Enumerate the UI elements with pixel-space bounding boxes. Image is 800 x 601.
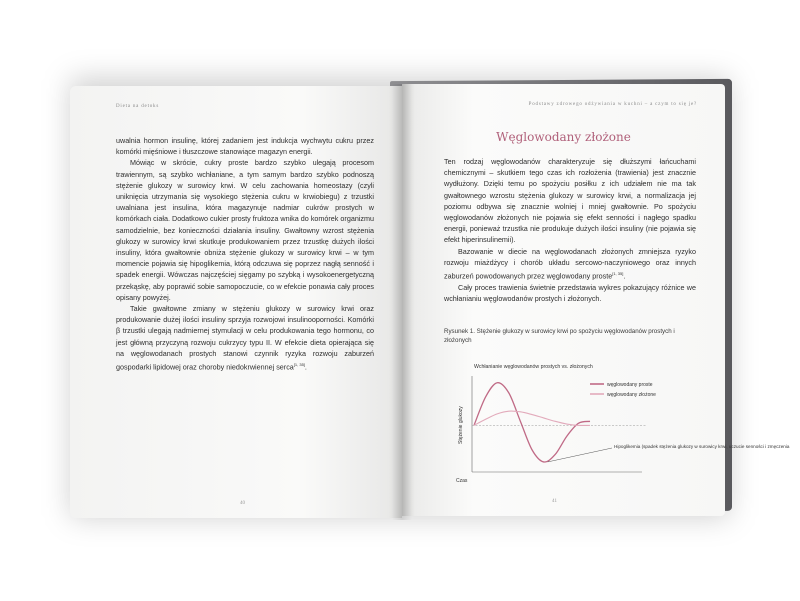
chart-title: Wchłanianie węglowodanów prostych vs. złożonych xyxy=(474,364,593,370)
legend-label-simple: węglowodany proste xyxy=(607,382,653,388)
legend xyxy=(590,382,656,398)
series-line-1 xyxy=(474,411,590,425)
left-paragraph-1: uwalnia hormon insulinę, której zadaniem jest indukcja wychwytu cukru przez komórki mięśniowe i tłuszczowe stanowiące magazyn energii. xyxy=(116,136,374,157)
left-paragraph-3: Takie gwałtowne zmiany w stężeniu glukozy w surowicy krwi oraz produkowanie dużej ilości insuliny sprzyja rozwojowi insulinooporności. Komórki β trzustki ulegają nadmiernej stymulacji w celu produkowania tego hormonu, co jest główną przyczyną rozwoju cukrzycy typu II. W efekcie dieta opierająca się na węglowodanach prostych stanowi czynnik ryzyka rozwoju zaburzeń gospodarki lipidowej oraz choroby niedokrwiennej serca[1, 35]. xyxy=(116,304,374,372)
right-page xyxy=(402,84,790,516)
series-layer xyxy=(474,383,590,462)
right-paragraph-1: Ten rodzaj węglowodanów charakteryzuje się dłuższymi łańcuchami chemicznymi – skutkiem tego czas ich rozłożenia (trawienia) jest znacznie wydłużony. Dzięki temu po spożyciu posiłku z ich udziałem nie ma tak gwałtownego wzrostu stężenia glukozy w surowicy krwi, a normalizacja jej poziomu odbywa się znacznie wolniej i mniej gwałtownie. Po spożyciu węglowodanów złożonych nie pojawia się efekt senności i nagłego spadku energii, ponieważ trzustka nie produkuje dużych ilości insuliny (nie pojawia się efekt hiperinsulinemii). xyxy=(444,157,696,245)
spine-shadow xyxy=(392,84,412,520)
left-paragraph-3-text: Takie gwałtowne zmiany w stężeniu glukozy w surowicy krwi oraz produkowanie dużej ilości insuliny sprzyja rozwojowi insulinooporności. Komórki β trzustki ulegają nadmiernej stymulacji w celu produkowania tego hormonu, co jest główną przyczyną rozwoju cukrzycy typu II. W efekcie dieta opierająca się na węglowodanach prostych stanowi czynnik ryzyka rozwoju zaburzeń gospodarki lipidowej oraz choroby niedokrwiennej serca xyxy=(116,304,374,372)
citation-right: [1, 35] xyxy=(612,271,624,277)
y-axis-label: Stężenie glukozy xyxy=(458,406,464,444)
right-body-text xyxy=(444,156,696,304)
left-paragraph-2: Mówiąc w skrócie, cukry proste bardzo szybko ulegają procesom trawiennym, są szybko wchłaniane, a tym samym bardzo szybko podnoszą stężenie glukozy w surowicy krwi. W celu zachowania homeostazy (czyli uniknięcia utrzymania się wysokiego stężenia cukru w krwiobiegu) z trzustki uwalniana jest insulina, która magazynuje nadmiar cukrów prostych w komórkach ciała. Dodatkowo cukier prosty fruktoza wnika do komórek organizmu samodzielnie, bez konieczności działania insuliny. Gwałtowny wzrost stężenia glukozy w surowicy krwi skutkuje produkowaniem przez trzustkę dużych ilości insuliny, która gwałtownie obniża stężenie glukozy w surowicy krwi – w tym momencie pojawia się hipoglikemia, którą odczuwa się poprzez nagłą senność i spadek energii. Wówczas najczęściej sięgamy po szybką i wysokoenergetyczną przekąskę, aby poprawić sobie samopoczucie, co w efekcie ponawia cały proces opisany powyżej. xyxy=(116,158,374,302)
citation-left: [1, 35] xyxy=(293,362,305,368)
left-body-text xyxy=(116,135,374,373)
left-page xyxy=(70,86,402,518)
annotation-text-line: Hipoglikemia (spadek stężenia glukozy w surowicy krwi, uczucie senności i zmęczenia xyxy=(614,444,790,449)
x-axis-label: Czas xyxy=(456,478,468,484)
glucose-chart-svg xyxy=(442,354,790,504)
figure-caption: Rysunek 1. Stężenie glukozy w surowicy krwi po spożyciu węglowodanów prostych i złożonych xyxy=(444,328,675,344)
series-line-0 xyxy=(474,383,590,462)
right-paragraph-2: Bazowanie w diecie na węglowodanach złożonych zmniejsza ryzyko rozwoju miażdżycy i chorób układu sercowo-naczyniowego oraz innych zaburzeń powodowanych przez węglowodany proste[1, 35]. xyxy=(444,246,696,281)
annotation-text xyxy=(614,444,790,449)
right-paragraph-3: Cały proces trawienia świetnie przedstawia wykres pokazujący różnice we wchłanianiu węglowodanów prostych i złożonych. xyxy=(444,282,696,303)
running-head-right: Podstawy zdrowego odżywiania w kuchni – a czym to się je? xyxy=(528,102,697,107)
glucose-chart xyxy=(442,354,790,504)
legend-label-complex: węglowodany złożone xyxy=(607,392,656,398)
section-heading: Węglowodany złożone xyxy=(496,130,631,144)
right-paragraph-2-text: Bazowanie w diecie na węglowodanach złożonych zmniejsza ryzyko rozwoju miażdżycy i chorób układu sercowo-naczyniowego oraz innych zaburzeń powodowanych przez węglowodany proste xyxy=(444,246,696,281)
annotation-pointer xyxy=(548,448,612,462)
page-number-right: 41 xyxy=(552,499,557,504)
running-head-left: Dieta na detoks xyxy=(116,104,160,109)
page-number-left: 40 xyxy=(240,501,245,506)
